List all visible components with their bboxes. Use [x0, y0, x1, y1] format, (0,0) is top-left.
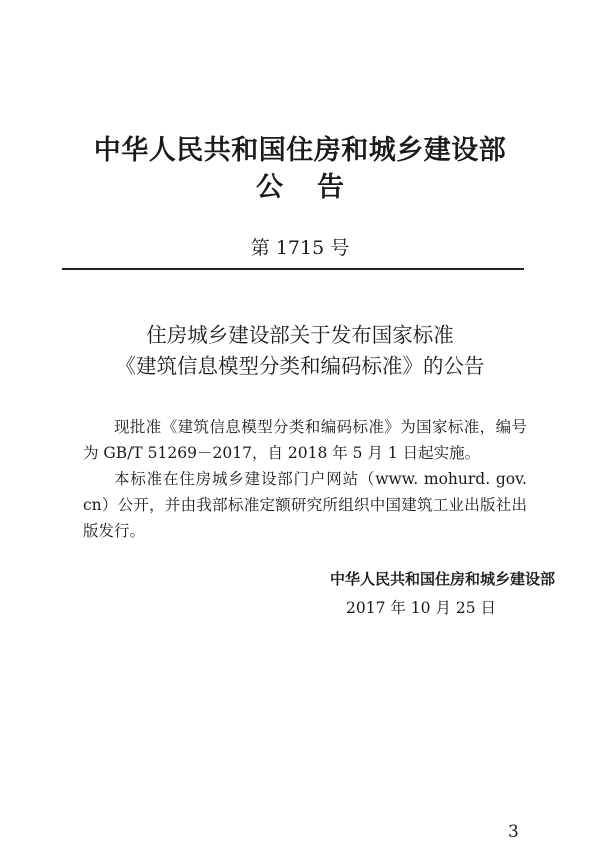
ministry-title: 中华人民共和国住房和城乡建设部 [93, 135, 507, 166]
body-paragraph-2: 本标准在住房城乡建设部门户网站（www. mohurd. gov. cn）公开，并由我部标准定额研究所组织中国建筑工业出版社出版发行。 [83, 470, 527, 540]
subject-line-1: 住房城乡建设部关于发布国家标准 [146, 323, 454, 347]
announcement-heading: 公告 [256, 172, 378, 203]
page-number: 3 [508, 822, 519, 842]
announcement-number: 第 1715 号 [250, 237, 350, 259]
announcement-body [83, 414, 527, 544]
subject-line-2: 《建筑信息模型分类和编码标准》的公告 [115, 354, 485, 378]
header-divider [62, 268, 524, 270]
signer-name: 中华人民共和国住房和城乡建设部 [330, 570, 556, 588]
body-paragraph-1: 现批准《建筑信息模型分类和编码标准》为国家标准，编号为 GB/T 51269－2017，自 2018 年 5 月 1 日起实施。 [83, 418, 527, 462]
signature-date: 2017 年 10 月 25 日 [346, 599, 497, 617]
